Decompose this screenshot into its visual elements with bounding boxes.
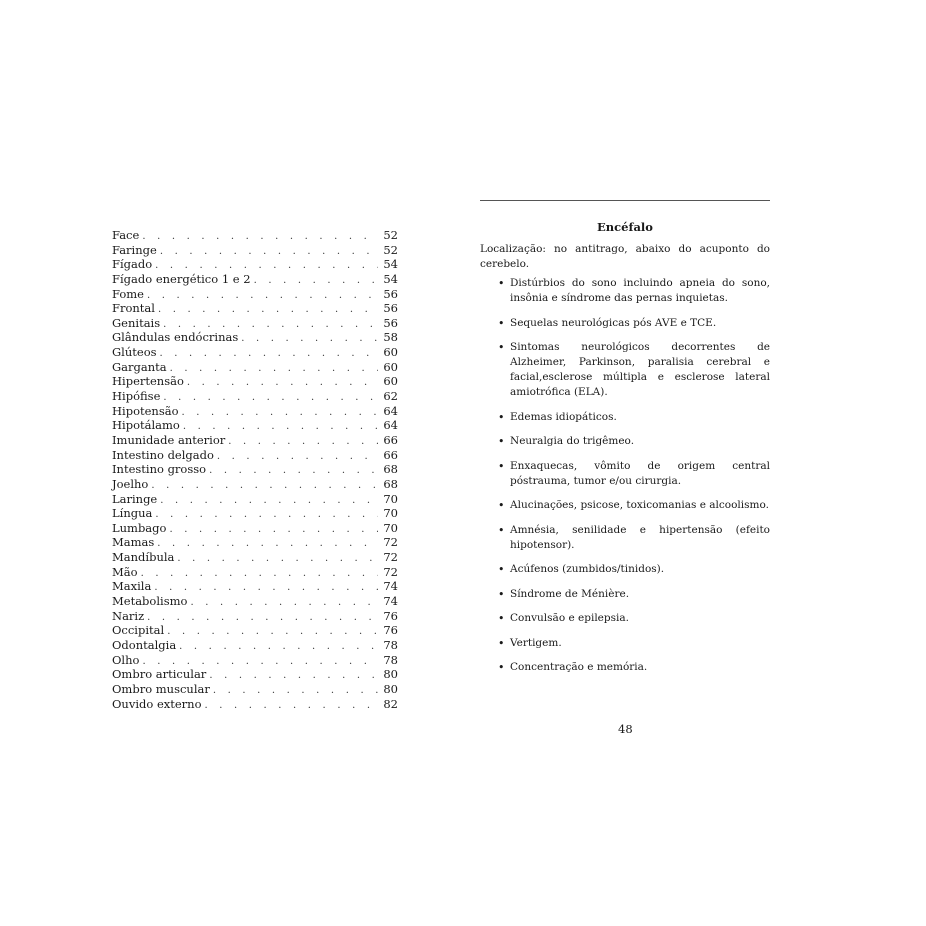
index-page-number: 66 <box>383 432 398 447</box>
index-page-number: 68 <box>383 476 398 491</box>
dot-leader <box>167 625 378 640</box>
bullet-icon: • <box>498 341 505 354</box>
indication-item <box>498 498 770 513</box>
dot-leader <box>142 230 378 245</box>
indication-item <box>498 434 770 449</box>
index-term: Garganta <box>112 359 167 374</box>
indication-item <box>498 523 770 553</box>
index-list <box>112 228 398 711</box>
index-page-number: 60 <box>383 374 398 389</box>
index-term: Intestino delgado <box>112 447 214 462</box>
index-entry <box>112 345 398 360</box>
index-page-number: 62 <box>383 389 398 404</box>
index-term: Face <box>112 228 140 242</box>
indication-text: Vertigem. <box>510 636 562 649</box>
indication-text: Sintomas neurológicos decorrentes de Alzheimer, Parkinson, paralisia cerebral e facial,esclerose múltipla e esclerose lateral amiotrófica (ELA). <box>510 341 770 398</box>
index-term: Mão <box>112 564 138 579</box>
index-entry <box>112 228 398 243</box>
index-entry <box>112 301 398 316</box>
index-entry <box>112 565 398 580</box>
index-term: Glândulas endócrinas <box>112 330 239 345</box>
dot-leader <box>228 435 378 450</box>
indication-item <box>498 410 770 425</box>
index-page-number: 70 <box>383 506 398 521</box>
index-term: Lumbago <box>112 520 167 535</box>
bullet-icon: • <box>498 523 505 537</box>
index-page <box>112 228 398 711</box>
index-page-number: 54 <box>383 271 398 286</box>
bullet-icon: • <box>498 410 505 424</box>
right-page <box>480 200 770 685</box>
index-term: Occipital <box>112 623 165 638</box>
index-term: Maxila <box>112 579 152 594</box>
index-term: Língua <box>112 506 153 521</box>
index-page-number: 52 <box>383 242 398 257</box>
index-entry <box>112 492 398 507</box>
index-entry <box>112 316 398 331</box>
dot-leader <box>241 332 378 347</box>
index-page-number: 66 <box>383 447 398 462</box>
index-entry <box>112 477 398 492</box>
top-rule <box>480 200 770 201</box>
index-entry <box>112 389 398 404</box>
bullet-icon: • <box>498 316 505 330</box>
dot-leader <box>190 596 378 611</box>
indication-text: Convulsão e epilepsia. <box>510 612 629 624</box>
dot-leader <box>147 611 378 626</box>
index-term: Glúteos <box>112 345 157 360</box>
index-term: Intestino grosso <box>112 462 207 477</box>
index-term: Hipotálamo <box>112 418 180 433</box>
indication-item <box>498 660 770 675</box>
dot-leader <box>170 362 378 377</box>
index-page-number: 80 <box>383 667 398 682</box>
index-page-number: 72 <box>383 564 398 579</box>
index-term: Genitais <box>112 315 161 330</box>
index-page-number: 78 <box>383 637 398 652</box>
index-page-number: 52 <box>383 228 398 242</box>
index-entry <box>112 243 398 258</box>
bullet-icon: • <box>498 459 505 473</box>
dot-leader <box>213 684 378 699</box>
indication-text: Amnésia, senilidade e hipertensão (efeito hipotensor). <box>510 523 770 551</box>
index-page-number: 76 <box>383 623 398 638</box>
index-page-number: 78 <box>383 652 398 667</box>
index-page-number: 54 <box>383 257 398 272</box>
index-entry <box>112 653 398 668</box>
index-page-number: 72 <box>383 535 398 550</box>
index-term: Joelho <box>112 476 149 491</box>
bullet-icon: • <box>498 277 505 290</box>
index-entry <box>112 609 398 624</box>
dot-leader <box>217 450 378 465</box>
dot-leader <box>155 508 378 523</box>
dot-leader <box>163 391 378 406</box>
indication-text: Neuralgia do trigêmeo. <box>510 435 635 447</box>
dot-leader <box>141 567 378 582</box>
indication-text: Distúrbios do sono incluindo apneia do sono, insônia e síndrome das pernas inquietas. <box>510 277 770 304</box>
index-entry <box>112 418 398 433</box>
index-term: Mandíbula <box>112 550 175 565</box>
index-page-number: 72 <box>383 550 398 565</box>
index-entry <box>112 433 398 448</box>
index-entry <box>112 579 398 594</box>
dot-leader <box>187 376 378 391</box>
bullet-icon: • <box>498 612 505 625</box>
index-entry <box>112 682 398 697</box>
index-entry <box>112 330 398 345</box>
bullet-icon: • <box>498 587 505 601</box>
indication-text: Alucinações, psicose, toxicomanias e alcoolismo. <box>510 499 769 511</box>
index-term: Metabolismo <box>112 594 188 609</box>
indication-item <box>498 562 770 577</box>
index-term: Ombro muscular <box>112 681 210 696</box>
index-entry <box>112 594 398 609</box>
dot-leader <box>179 640 378 655</box>
index-entry <box>112 448 398 463</box>
index-term: Hipotensão <box>112 403 179 418</box>
index-page-number: 64 <box>383 418 398 433</box>
index-page-number: 56 <box>383 301 398 316</box>
index-entry <box>112 287 398 302</box>
dot-leader <box>158 303 378 318</box>
index-entry <box>112 257 398 272</box>
bullet-icon: • <box>498 661 505 674</box>
index-page-number: 56 <box>383 286 398 301</box>
indication-text: Sequelas neurológicas pós AVE e TCE. <box>510 316 717 329</box>
index-page-number: 58 <box>383 330 398 345</box>
index-term: Odontalgia <box>112 637 177 652</box>
index-term: Fome <box>112 286 144 301</box>
dot-leader <box>157 537 378 552</box>
indication-item <box>498 611 770 626</box>
index-term: Fígado energético 1 e 2 <box>112 271 251 286</box>
index-page-number: 56 <box>383 315 398 330</box>
bullet-icon: • <box>498 499 505 512</box>
dot-leader <box>209 669 378 684</box>
index-page-number: 80 <box>383 681 398 696</box>
dot-leader <box>177 552 378 567</box>
dot-leader <box>254 274 378 289</box>
index-page-number: 76 <box>383 608 398 623</box>
index-page-number: 74 <box>383 594 398 609</box>
dot-leader <box>169 523 378 538</box>
index-term: Nariz <box>112 608 145 623</box>
index-page-number: 70 <box>383 491 398 506</box>
index-entry <box>112 272 398 287</box>
index-entry <box>112 550 398 565</box>
index-page-number: 64 <box>383 403 398 418</box>
index-entry <box>112 623 398 638</box>
indication-item <box>498 459 770 489</box>
indication-text: Síndrome de Ménière. <box>510 587 630 600</box>
index-term: Frontal <box>112 301 155 316</box>
index-term: Hipófise <box>112 389 161 404</box>
dot-leader <box>205 699 379 714</box>
index-entry <box>112 506 398 521</box>
index-page-number: 70 <box>383 520 398 535</box>
indication-item <box>498 636 770 651</box>
index-term: Imunidade anterior <box>112 432 226 447</box>
index-entry <box>112 360 398 375</box>
index-entry <box>112 521 398 536</box>
dot-leader <box>151 479 378 494</box>
index-term: Mamas <box>112 535 155 550</box>
index-entry <box>112 535 398 550</box>
index-entry <box>112 374 398 389</box>
dot-leader <box>182 406 378 421</box>
indication-item <box>498 316 770 331</box>
dot-leader <box>160 347 378 362</box>
bullet-icon: • <box>498 636 505 650</box>
index-term: Ombro articular <box>112 667 207 682</box>
location-text: Localização: no antitrago, abaixo do acuponto do cerebelo. <box>480 243 770 270</box>
dot-leader <box>160 494 378 509</box>
indication-item <box>498 276 770 306</box>
bullet-icon: • <box>498 435 505 448</box>
indication-text: Enxaquecas, vômito de origem central póstrauma, tumor e/ou cirurgia. <box>510 459 770 487</box>
indication-text: Edemas idiopáticos. <box>510 410 617 423</box>
indication-item <box>498 340 770 400</box>
index-term: Hipertensão <box>112 374 184 389</box>
index-entry <box>112 638 398 653</box>
index-entry <box>112 667 398 682</box>
index-term: Ouvido externo <box>112 696 202 711</box>
dot-leader <box>147 289 378 304</box>
index-page-number: 60 <box>383 345 398 360</box>
indication-text: Concentração e memória. <box>510 661 648 673</box>
indication-text: Acúfenos (zumbidos/tinidos). <box>510 563 665 575</box>
index-term: Laringe <box>112 491 158 506</box>
index-term: Fígado <box>112 257 153 272</box>
page-number: 48 <box>618 722 633 736</box>
indications-list <box>480 276 770 675</box>
index-term: Olho <box>112 652 140 667</box>
index-page-number: 82 <box>383 696 398 711</box>
index-entry <box>112 462 398 477</box>
index-entry <box>112 404 398 419</box>
index-entry <box>112 697 398 712</box>
dot-leader <box>209 464 378 479</box>
index-page-number: 68 <box>383 462 398 477</box>
index-term: Faringe <box>112 242 157 257</box>
indication-item <box>498 587 770 602</box>
bullet-icon: • <box>498 563 505 576</box>
index-page-number: 60 <box>383 359 398 374</box>
index-page-number: 74 <box>383 579 398 594</box>
section-title: Encéfalo <box>597 220 653 234</box>
dot-leader <box>160 245 378 260</box>
